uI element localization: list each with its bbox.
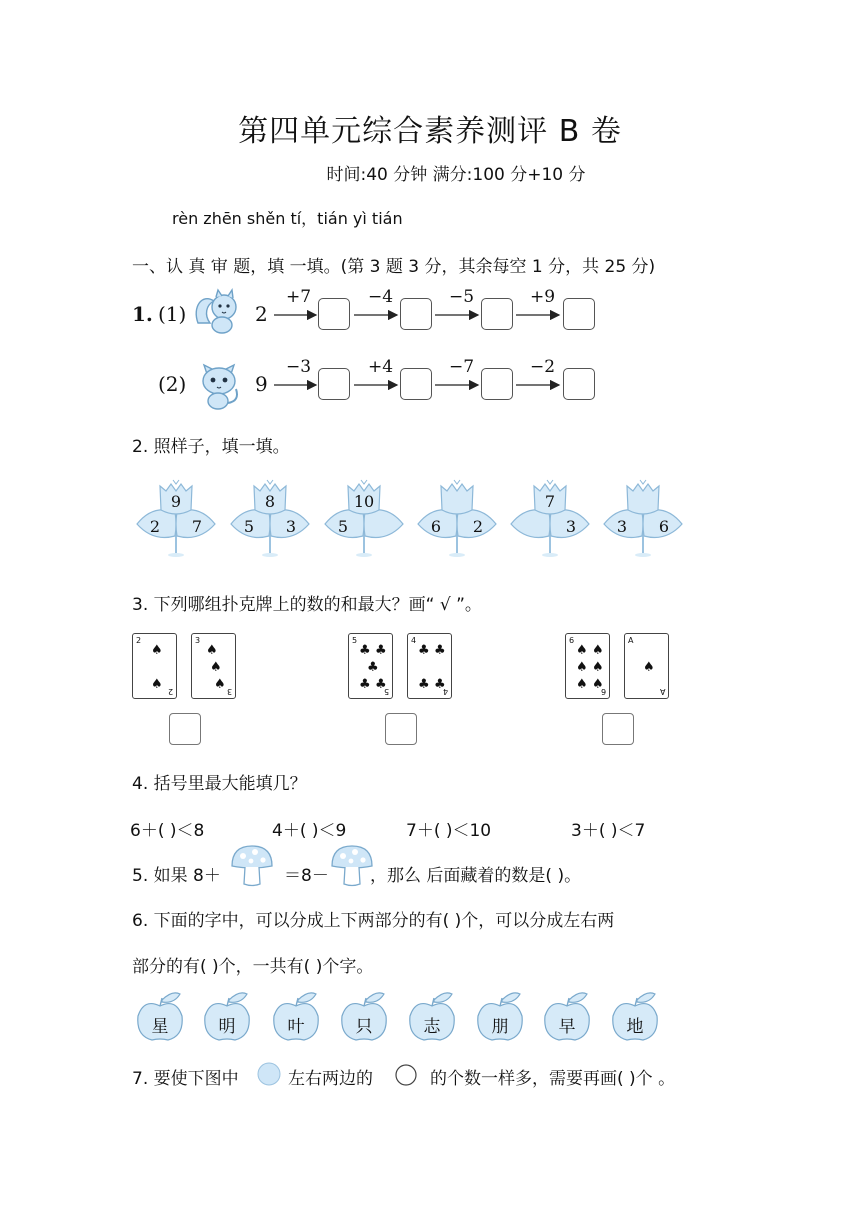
page-title: 第四单元综合素养测评 B 卷	[238, 114, 622, 149]
spade-icon: ♠	[210, 660, 222, 675]
answer-box[interactable]	[318, 368, 350, 400]
spade-icon: ♠	[592, 660, 604, 675]
playing-card	[132, 633, 177, 699]
character-label: 志	[423, 1017, 441, 1037]
inequality: 6＋( )＜8	[130, 821, 205, 841]
flower-right-number: 7	[191, 517, 203, 536]
spade-icon: ♠	[576, 677, 588, 692]
operation-label: −7	[449, 357, 475, 377]
flower-top-number: 9	[170, 492, 182, 511]
answer-box[interactable]	[563, 298, 595, 330]
spade-icon: ♠	[643, 660, 655, 675]
flower-left-number: 6	[430, 517, 442, 536]
character-apple	[338, 988, 390, 1048]
card-rank: 5	[352, 636, 358, 645]
card-rank: 6	[569, 636, 575, 645]
character-label: 早	[558, 1017, 576, 1037]
character-label: 星	[151, 1017, 169, 1037]
flower-top-number: 10	[353, 492, 375, 511]
number-flower	[600, 476, 686, 562]
card-rank: 6	[600, 687, 606, 696]
flower-left-number: 5	[337, 517, 349, 536]
character-apple	[134, 988, 186, 1048]
question-7-part: 左右两边的	[288, 1069, 373, 1089]
question-5-part: ＝8－	[284, 866, 329, 886]
character-apple	[270, 988, 322, 1048]
card-rank: 2	[167, 687, 173, 696]
flower-top-number: 8	[264, 492, 276, 511]
card-rank: A	[659, 687, 665, 696]
card-rank: 3	[195, 636, 201, 645]
spade-icon: ♠	[214, 677, 226, 692]
club-icon: ♣	[434, 643, 446, 658]
club-icon: ♣	[367, 660, 379, 675]
operation-label: −3	[286, 357, 312, 377]
character-apple	[474, 988, 526, 1048]
inequality: 4＋( )＜9	[272, 821, 347, 841]
section-heading: 一、认 真 审 题，填 一填。(第 3 题 3 分，其余每空 1 分，共 25 分)	[132, 257, 656, 277]
section-pinyin: rèn zhēn shěn tí，tián yì tián	[172, 209, 403, 228]
playing-card	[191, 633, 236, 699]
character-label: 朋	[491, 1017, 509, 1037]
spade-icon: ♠	[576, 660, 588, 675]
number-flower	[227, 476, 313, 562]
start-number: 2	[255, 302, 268, 326]
card-rank: 4	[442, 687, 448, 696]
flower-right-number: 3	[285, 517, 297, 536]
answer-box[interactable]	[481, 368, 513, 400]
character-apple	[201, 988, 253, 1048]
operation-label: +7	[286, 287, 312, 307]
operation-label: −2	[530, 357, 556, 377]
club-icon: ♣	[359, 677, 371, 692]
flower-right-number: 6	[658, 517, 670, 536]
card-rank: 5	[383, 687, 389, 696]
question-5-part: 5. 如果 8＋	[132, 866, 221, 886]
answer-box[interactable]	[481, 298, 513, 330]
exam-info: 时间:40 分钟 满分:100 分+10 分	[326, 165, 586, 185]
number-flower	[133, 476, 219, 562]
row-label: (2)	[158, 372, 187, 396]
flower-left-number: 2	[149, 517, 161, 536]
answer-box[interactable]	[563, 368, 595, 400]
checkmark-answer-box[interactable]	[385, 713, 417, 745]
question-3-text: 3. 下列哪组扑克牌上的数的和最大？画“ √ ”。	[132, 595, 482, 615]
operation-label: −5	[449, 287, 475, 307]
number-flower	[414, 476, 500, 562]
card-rank: 2	[136, 636, 142, 645]
club-icon: ♣	[359, 643, 371, 658]
answer-box[interactable]	[400, 368, 432, 400]
club-icon: ♣	[375, 643, 387, 658]
spade-icon: ♠	[592, 643, 604, 658]
playing-card	[348, 633, 393, 699]
row-label: (1)	[158, 302, 187, 326]
checkmark-answer-box[interactable]	[602, 713, 634, 745]
question-7-part: 7. 要使下图中	[132, 1069, 239, 1089]
character-label: 地	[626, 1017, 644, 1037]
number-flower	[321, 476, 407, 562]
club-icon: ♣	[418, 643, 430, 658]
character-apple	[609, 988, 661, 1048]
spade-icon: ♠	[151, 643, 163, 658]
answer-box[interactable]	[400, 298, 432, 330]
number-flower	[507, 476, 593, 562]
flower-right-number: 3	[565, 517, 577, 536]
white-circle-icon	[394, 1063, 418, 1087]
playing-card	[565, 633, 610, 699]
squirrel-icon	[192, 287, 244, 335]
playing-card	[407, 633, 452, 699]
question-6-line: 部分的有( )个，一共有( )个字。	[132, 957, 374, 977]
character-label: 只	[355, 1017, 373, 1037]
character-label: 明	[218, 1017, 236, 1037]
blue-circle-icon	[256, 1061, 282, 1087]
spade-icon: ♠	[151, 677, 163, 692]
answer-box[interactable]	[318, 298, 350, 330]
card-rank: A	[628, 636, 634, 645]
character-label: 叶	[287, 1017, 305, 1037]
mushroom-icon	[329, 842, 375, 888]
question-4-text: 4. 括号里最大能填几？	[132, 774, 307, 794]
question-6-line: 6. 下面的字中，可以分成上下两部分的有( )个，可以分成左右两	[132, 911, 615, 931]
question-7-part: 的个数一样多，需要再画( )个 。	[430, 1069, 676, 1089]
inequality: 7＋( )＜10	[406, 821, 492, 841]
card-rank: 4	[411, 636, 417, 645]
flower-top-number: 7	[544, 492, 556, 511]
mushroom-icon	[229, 842, 275, 888]
playing-card	[624, 633, 669, 699]
flower-right-number: 2	[472, 517, 484, 536]
question-2-text: 2. 照样子，填一填。	[132, 437, 290, 457]
operation-label: +9	[530, 287, 556, 307]
flower-left-number: 3	[616, 517, 628, 536]
checkmark-answer-box[interactable]	[169, 713, 201, 745]
club-icon: ♣	[434, 677, 446, 692]
operation-label: +4	[368, 357, 394, 377]
question-number: 1.	[132, 302, 153, 326]
club-icon: ♣	[418, 677, 430, 692]
spade-icon: ♠	[206, 643, 218, 658]
club-icon: ♣	[375, 677, 387, 692]
operation-label: −4	[368, 287, 394, 307]
card-rank: 3	[226, 687, 232, 696]
inequality: 3＋( )＜7	[571, 821, 646, 841]
cat-icon	[194, 357, 244, 411]
flower-left-number: 5	[243, 517, 255, 536]
start-number: 9	[255, 372, 268, 396]
spade-icon: ♠	[576, 643, 588, 658]
character-apple	[541, 988, 593, 1048]
character-apple	[406, 988, 458, 1048]
question-5-part: ，那么 后面藏着的数是( )。	[370, 866, 582, 886]
spade-icon: ♠	[592, 677, 604, 692]
